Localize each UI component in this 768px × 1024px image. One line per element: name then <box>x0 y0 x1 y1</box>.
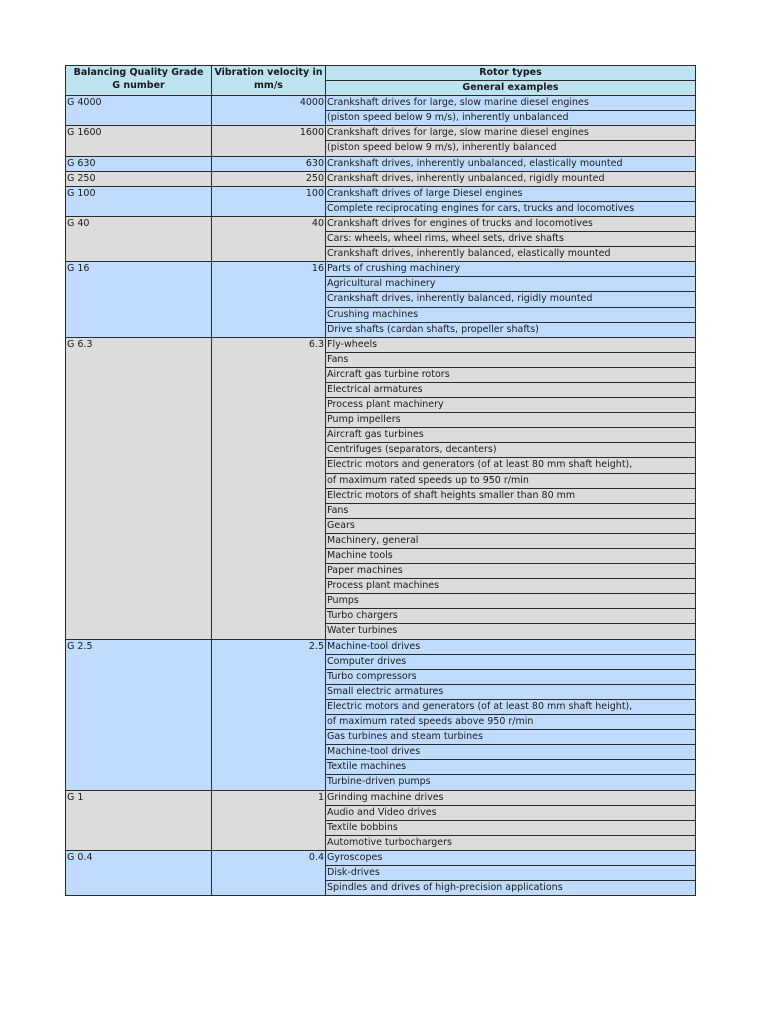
example-cell: Drive shafts (cardan shafts, propeller shafts) <box>326 322 696 337</box>
table-row <box>66 850 696 865</box>
example-cell: Process plant machines <box>326 579 696 594</box>
example-cell: Aircraft gas turbine rotors <box>326 367 696 382</box>
velocity-cell: 100 <box>212 186 326 216</box>
table-row <box>66 262 696 277</box>
table-row <box>66 639 696 654</box>
example-cell: Spindles and drives of high-precision applications <box>326 881 696 896</box>
table-row <box>66 96 696 111</box>
header-velocity-line2: mm/s <box>254 80 283 91</box>
header-grade <box>66 66 212 96</box>
header-general-examples: General examples <box>326 81 696 96</box>
velocity-cell: 6.3 <box>212 337 326 639</box>
example-cell: Fans <box>326 503 696 518</box>
grade-cell: G 0.4 <box>66 850 212 895</box>
example-cell: Crankshaft drives for engines of trucks and locomotives <box>326 216 696 231</box>
grade-cell: G 1600 <box>66 126 212 156</box>
example-cell: Centrifuges (separators, decanters) <box>326 443 696 458</box>
velocity-cell: 40 <box>212 216 326 261</box>
table-row <box>66 337 696 352</box>
example-cell: Aircraft gas turbines <box>326 428 696 443</box>
example-cell: Small electric armatures <box>326 684 696 699</box>
example-cell: Turbo chargers <box>326 609 696 624</box>
example-cell: Complete reciprocating engines for cars, trucks and locomotives <box>326 201 696 216</box>
velocity-cell: 1 <box>212 790 326 850</box>
example-cell: Machine-tool drives <box>326 639 696 654</box>
grade-cell: G 6.3 <box>66 337 212 639</box>
example-cell: Pumps <box>326 594 696 609</box>
example-cell: Machinery, general <box>326 533 696 548</box>
example-cell: Automotive turbochargers <box>326 835 696 850</box>
example-cell: Electric motors and generators (of at least 80 mm shaft height), <box>326 699 696 714</box>
example-cell: Machine-tool drives <box>326 745 696 760</box>
table-body <box>66 66 696 896</box>
example-cell: Fans <box>326 352 696 367</box>
example-cell: Computer drives <box>326 654 696 669</box>
table-row <box>66 790 696 805</box>
example-cell: Gears <box>326 518 696 533</box>
header-rotor-types: Rotor types <box>326 66 696 81</box>
example-cell: Fly-wheels <box>326 337 696 352</box>
grade-cell: G 40 <box>66 216 212 261</box>
table-row <box>66 171 696 186</box>
example-cell: Cars: wheels, wheel rims, wheel sets, drive shafts <box>326 232 696 247</box>
example-cell: Agricultural machinery <box>326 277 696 292</box>
example-cell: Pump impellers <box>326 413 696 428</box>
example-cell: Parts of crushing machinery <box>326 262 696 277</box>
velocity-cell: 2.5 <box>212 639 326 790</box>
example-cell: Crankshaft drives, inherently unbalanced, rigidly mounted <box>326 171 696 186</box>
grade-cell: G 1 <box>66 790 212 850</box>
header-grade-line2: G number <box>112 80 165 91</box>
example-cell: Electric motors of shaft heights smaller than 80 mm <box>326 488 696 503</box>
example-cell: (piston speed below 9 m/s), inherently unbalanced <box>326 111 696 126</box>
balancing-quality-grade-table <box>65 65 696 896</box>
header-velocity-line1: Vibration velocity in <box>214 67 323 78</box>
table-row <box>66 186 696 201</box>
example-cell: Electric motors and generators (of at least 80 mm shaft height), <box>326 458 696 473</box>
example-cell: Crankshaft drives, inherently unbalanced, elastically mounted <box>326 156 696 171</box>
header-grade-line1: Balancing Quality Grade <box>73 67 204 78</box>
velocity-cell: 630 <box>212 156 326 171</box>
example-cell: Gyroscopes <box>326 850 696 865</box>
grade-cell: G 4000 <box>66 96 212 126</box>
velocity-cell: 0.4 <box>212 850 326 895</box>
table-row <box>66 156 696 171</box>
example-cell: Audio and Video drives <box>326 805 696 820</box>
velocity-cell: 1600 <box>212 126 326 156</box>
example-cell: Crankshaft drives of large Diesel engines <box>326 186 696 201</box>
velocity-cell: 16 <box>212 262 326 337</box>
example-cell: Process plant machinery <box>326 398 696 413</box>
example-cell: of maximum rated speeds up to 950 r/min <box>326 473 696 488</box>
grade-cell: G 2.5 <box>66 639 212 790</box>
table-row <box>66 216 696 231</box>
example-cell: Crankshaft drives for large, slow marine diesel engines <box>326 126 696 141</box>
velocity-cell: 4000 <box>212 96 326 126</box>
header-row-1 <box>66 66 696 81</box>
example-cell: Disk-drives <box>326 865 696 880</box>
example-cell: (piston speed below 9 m/s), inherently balanced <box>326 141 696 156</box>
example-cell: Crankshaft drives, inherently balanced, elastically mounted <box>326 247 696 262</box>
grade-cell: G 630 <box>66 156 212 171</box>
example-cell: Machine tools <box>326 549 696 564</box>
example-cell: Electrical armatures <box>326 382 696 397</box>
example-cell: Textile machines <box>326 760 696 775</box>
example-cell: Crankshaft drives for large, slow marine diesel engines <box>326 96 696 111</box>
table-row <box>66 126 696 141</box>
example-cell: Textile bobbins <box>326 820 696 835</box>
example-cell: Grinding machine drives <box>326 790 696 805</box>
grade-cell: G 250 <box>66 171 212 186</box>
example-cell: Gas turbines and steam turbines <box>326 730 696 745</box>
example-cell: Paper machines <box>326 564 696 579</box>
velocity-cell: 250 <box>212 171 326 186</box>
example-cell: Crankshaft drives, inherently balanced, rigidly mounted <box>326 292 696 307</box>
example-cell: Crushing machines <box>326 307 696 322</box>
example-cell: Water turbines <box>326 624 696 639</box>
example-cell: of maximum rated speeds above 950 r/min <box>326 715 696 730</box>
grade-cell: G 100 <box>66 186 212 216</box>
example-cell: Turbine-driven pumps <box>326 775 696 790</box>
header-velocity <box>212 66 326 96</box>
example-cell: Turbo compressors <box>326 669 696 684</box>
grade-cell: G 16 <box>66 262 212 337</box>
